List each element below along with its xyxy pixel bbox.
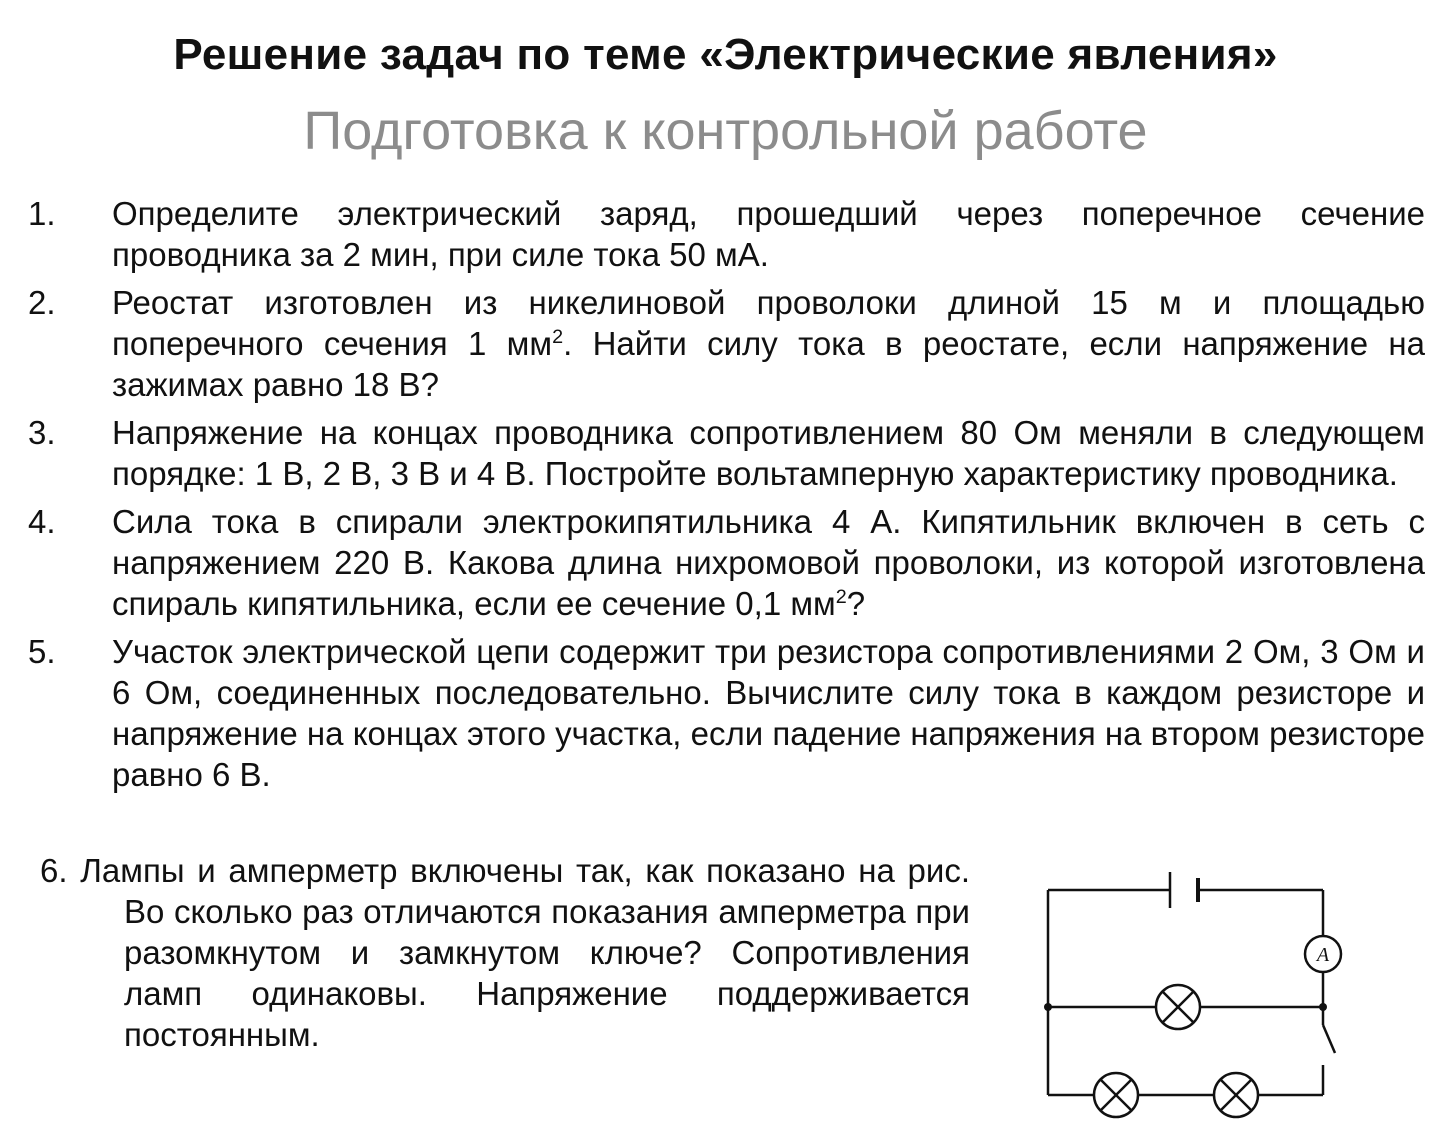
circuit-diagram <box>1030 860 1350 1120</box>
problem-4 <box>0 501 1451 624</box>
problem-text <box>112 501 1425 624</box>
problem-text-part: Сила тока в спирали электрокипятильника 4 А. Кипятильник включен в сеть с напряжением 220 В. Какова длина нихромовой проволоки, из которой изготовлена спираль кипятильника, если ее сечение 0,1 мм <box>112 503 1425 622</box>
problem-6 <box>40 850 970 1055</box>
ammeter-label: A <box>1316 944 1330 966</box>
problem-text: Участок электрической цепи содержит три резистора сопротивлениями 2 Ом, 3 Ом и 6 Ом, соединенных последовательно. Вычислите силу тока в каждом резисторе и напряжение на концах этого участка, если падение напряжения на втором резисторе равно 6 В. <box>112 633 1425 793</box>
problem-text <box>112 282 1425 405</box>
junction-dot-right <box>1319 1003 1327 1011</box>
problem-text-part: Реостат изготовлен из никелиновой проволоки длиной 15 м и площадью поперечного сечения 1 мм <box>112 284 1425 362</box>
problem-3 <box>0 412 1451 494</box>
problem-list <box>0 193 1451 802</box>
problem-number: 5. <box>28 633 56 670</box>
superscript: 2 <box>552 326 564 348</box>
problem-number: 1. <box>28 195 56 232</box>
problem-text-part: ? <box>846 585 866 622</box>
problem-2 <box>0 282 1451 405</box>
problem-1 <box>0 193 1451 275</box>
switch-blade <box>1323 1025 1335 1053</box>
problem-5 <box>0 631 1451 795</box>
problem-text: Лампы и амперметр включены так, как показано на рис. Во сколько раз отличаются показания амперметра при разомкнутом и замкнутом ключе? Сопротивления ламп одинаковы. Напряжение поддерживается постоянным. <box>80 852 971 1053</box>
superscript: 2 <box>835 586 847 608</box>
problem-text: Напряжение на концах проводника сопротивлением 80 Ом меняли в следующем порядке: 1 В, 2 В, 3 В и 4 В. Постройте вольтамперную характеристику проводника. <box>112 414 1425 492</box>
junction-dot-left <box>1044 1003 1052 1011</box>
problem-text-part: . Найти силу тока в реостате, если напряжение на зажимах равно 18 В? <box>112 325 1425 403</box>
problem-text: Определите электрический заряд, прошедший через поперечное сечение проводника за 2 мин, при силе тока 50 мА. <box>112 195 1425 273</box>
page-subtitle: Подготовка к контрольной работе <box>303 101 1148 161</box>
problem-number: 6. <box>40 852 68 889</box>
problem-number: 4. <box>28 503 56 540</box>
page-title: Решение задач по теме «Электрические явления» <box>173 30 1278 79</box>
problem-number: 3. <box>28 414 56 451</box>
problem-number: 2. <box>28 284 56 321</box>
